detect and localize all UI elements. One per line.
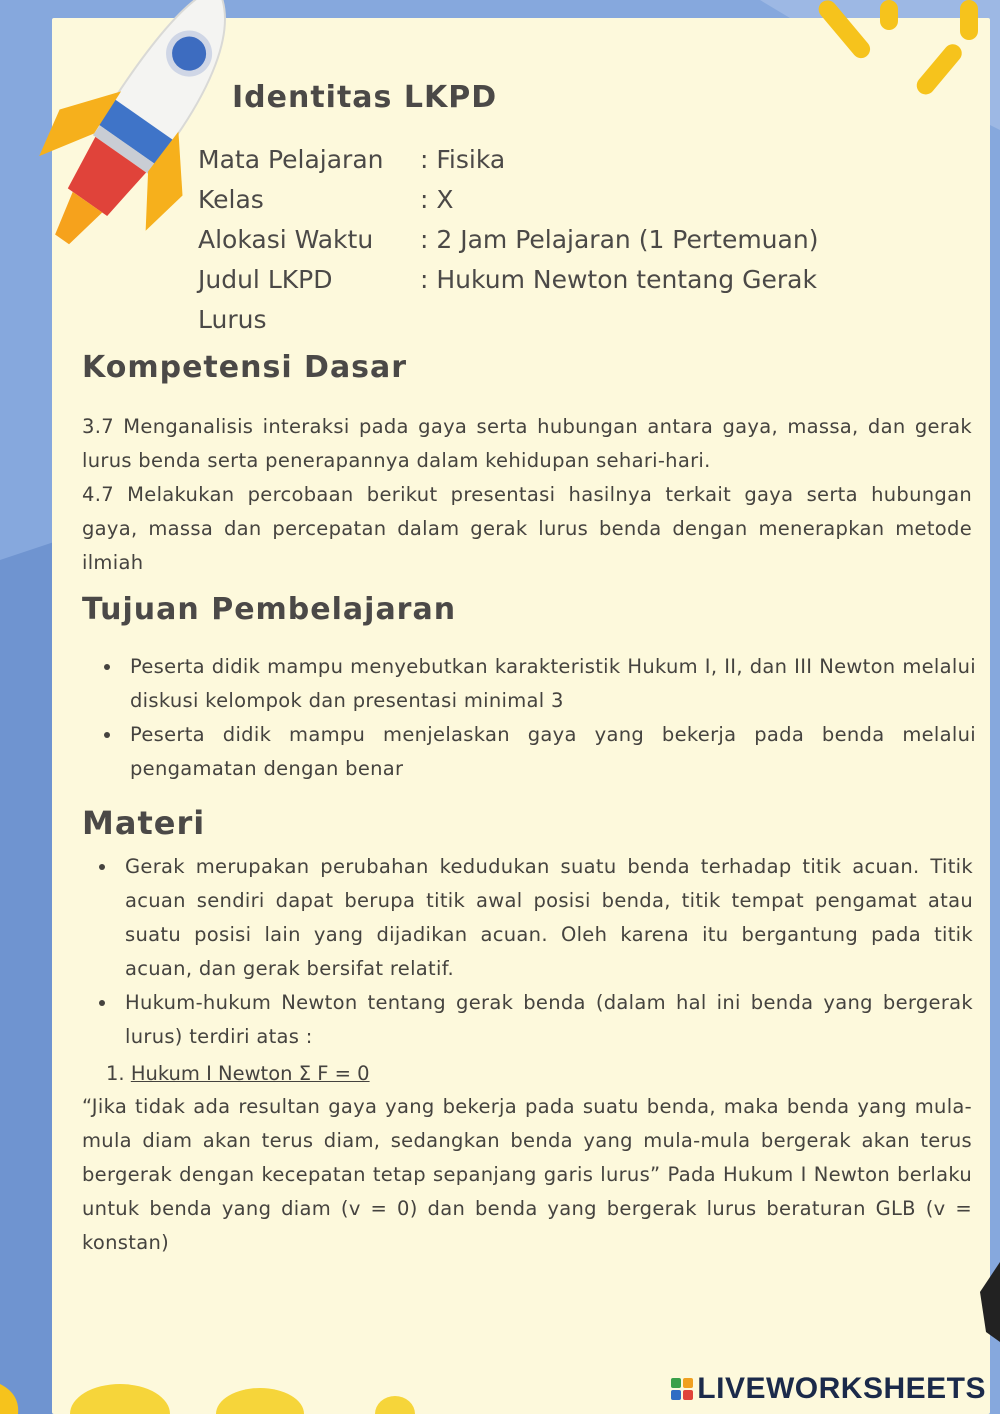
identitas-row: [198, 180, 818, 220]
identitas-title: Identitas LKPD: [232, 80, 498, 115]
identitas-value: : Fisika: [420, 145, 506, 174]
numbered-item: [106, 1057, 370, 1091]
list-item: Hukum-hukum Newton tentang gerak benda (dalam hal ini benda yang bergerak lurus) terdiri atas :: [95, 986, 973, 1054]
kompetensi-paragraph: 4.7 Melakukan percobaan berikut presentasi hasilnya terkait gaya serta hubungan gaya, massa dan percepatan dalam gerak lurus benda dengan menerapkan metode ilmiah: [82, 483, 972, 574]
kompetensi-text: [82, 410, 972, 580]
liveworksheets-logo: [671, 1372, 986, 1406]
newton-law-quote: “Jika tidak ada resultan gaya yang bekerja pada suatu benda, maka benda yang mula-mula diam akan terus diam, sedangkan benda yang mula-mula bergerak akan terus bergerak dengan kecepatan tetap sepanjang garis lurus” Pada Hukum I Newton berlaku untuk benda yang diam (v = 0) dan benda yang bergerak lurus beraturan GLB (v = konstan): [82, 1095, 972, 1254]
identitas-row: [198, 220, 818, 260]
materi-title: Materi: [82, 804, 206, 842]
identitas-label: Mata Pelajaran: [198, 145, 384, 174]
numbered-prefix: 1.: [106, 1062, 125, 1085]
kompetensi-paragraph: 3.7 Menganalisis interaksi pada gaya serta hubungan antara gaya, massa, dan gerak lurus benda serta penerapannya dalam kehidupan sehari-hari.: [82, 415, 972, 472]
identitas-label: Judul LKPD: [198, 265, 333, 294]
logo-text: LIVEWORKSHEETS: [697, 1372, 986, 1405]
identitas-table: [198, 140, 818, 340]
identitas-label: Alokasi Waktu: [198, 225, 374, 254]
identitas-continuation: Lurus: [198, 305, 267, 334]
kompetensi-title: Kompetensi Dasar: [82, 350, 408, 385]
identitas-label: Kelas: [198, 185, 264, 214]
tujuan-list: [100, 650, 976, 786]
list-item: Peserta didik mampu menyebutkan karakteristik Hukum I, II, dan III Newton melalui diskusi kelompok dan presentasi minimal 3: [100, 650, 976, 718]
identitas-value: : X: [420, 185, 454, 214]
identitas-row-continuation: [198, 300, 818, 340]
list-item: Gerak merupakan perubahan kedudukan suatu benda terhadap titik acuan. Titik acuan sendiri dapat berupa titik awal posisi benda, titik tempat pengamat atau suatu posisi lain yang dijadikan acuan. Oleh karena itu bergantung pada titik acuan, dan gerak bersifat relatif.: [95, 850, 973, 986]
materi-list: [95, 850, 973, 1054]
newton-law-heading: Hukum I Newton Σ F = 0: [130, 1062, 370, 1085]
identitas-value: : Hukum Newton tentang Gerak: [420, 265, 817, 294]
list-item: Peserta didik mampu menjelaskan gaya yang bekerja pada benda melalui pengamatan dengan benar: [100, 718, 976, 786]
identitas-row: [198, 140, 818, 180]
identitas-value: : 2 Jam Pelajaran (1 Pertemuan): [420, 225, 819, 254]
liveworksheets-logo-icon: [671, 1378, 693, 1400]
tujuan-title: Tujuan Pembelajaran: [82, 592, 457, 627]
identitas-row: [198, 260, 818, 300]
